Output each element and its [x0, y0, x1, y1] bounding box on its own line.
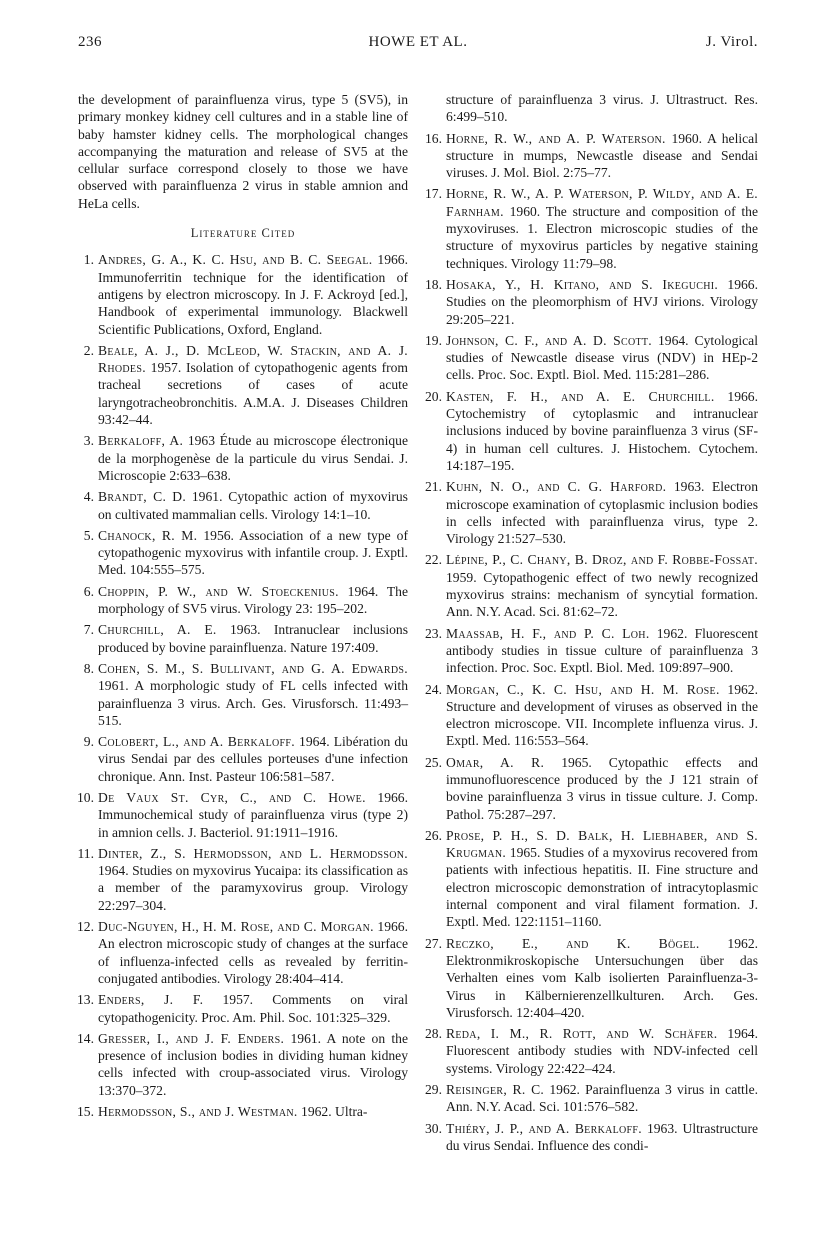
reference-item — [78, 583, 408, 618]
reference-text: 1960. The structure and composition of the myxoviruses. 1. Electron microscopic studies of the structure of myxovirus particles by negative staining techniques. Virology 11:79–98. — [446, 203, 758, 271]
reference-authors: Churchill, A. E. — [98, 622, 217, 638]
reference-number: 18 . — [424, 276, 442, 293]
reference-text: 1964. The morphology of SV5 virus. Virology 23: 195–202. — [98, 583, 408, 617]
reference-item — [426, 130, 758, 182]
reference-text: 1963 Étude au microscope électronique de la morphogenèse de la particule du virus Sendai. J. Microscopie 2:633–638. — [98, 433, 408, 483]
reference-authors: Lépine, P., C. Chany, B. Droz, and F. Robbe-Fossat. — [446, 552, 758, 568]
reference-item — [426, 935, 758, 1021]
reference-authors: Prose, P. H., S. D. Balk, H. Liebhaber, and S. Krugman. — [446, 827, 758, 861]
reference-item — [426, 332, 758, 384]
reference-authors: Beale, A. J., D. McLeod, W. Stackin, and A. J. Rhodes. — [98, 342, 408, 376]
reference-text: 1963. Intranuclear inclusions produced by bovine parainfluenza. Nature 197:409. — [98, 622, 408, 655]
reference-number: 29 . — [424, 1081, 442, 1098]
reference-authors: Hermodsson, S., and J. Westman. — [98, 1104, 298, 1120]
reference-authors: Horne, R. W., and A. P. Waterson. — [446, 130, 666, 146]
reference-number: 27 . — [424, 935, 442, 952]
reference-number: 24 . — [424, 681, 442, 698]
reference-text: 1962. Parainfluenza 3 virus in cattle. Ann. N.Y. Acad. Sci. 101:576–582. — [446, 1082, 758, 1115]
reference-number: 5 . — [76, 527, 94, 544]
reference-item — [426, 625, 758, 677]
reference-authors: Reisinger, R. C. — [446, 1082, 545, 1098]
reference-number: 15 . — [76, 1103, 94, 1120]
reference-authors: Morgan, C., K. C. Hsu, and H. M. Rose. — [446, 681, 720, 697]
reference-item — [426, 551, 758, 620]
reference-item — [426, 827, 758, 931]
reference-authors: Andres, G. A., K. C. Hsu, and B. C. Seegal. — [98, 252, 373, 268]
reference-authors: Maassab, H. F., and P. C. Loh. — [446, 625, 650, 641]
reference-authors: Brandt, C. D. — [98, 489, 187, 505]
reference-authors: Johnson, C. F., and A. D. Scott. — [446, 332, 652, 348]
page-header — [78, 34, 758, 58]
reference-item — [78, 789, 408, 841]
journal-name: J. Virol. — [705, 34, 758, 50]
reference-text: 1966. Studies on the pleomorphism of HVJ virions. Virology 29:205–221. — [446, 276, 758, 327]
reference-item — [426, 1025, 758, 1077]
reference-text: 1966. Immunoferritin technique for the identification of antigens by electron microscopy. In J. F. Ackroyd [ed.], Handbook of experimental immunology. Blackwell Scientific Publications, Oxford, England. — [98, 252, 408, 337]
reference-number: 1 . — [76, 251, 94, 268]
reference-text: 1962. Fluorescent antibody studies in tissue culture of parainfluenza 3 infection. Proc. Soc. Exptl. Biol. Med. 109:897–900. — [446, 625, 758, 676]
reference-number: 26 . — [424, 827, 442, 844]
reference-item — [78, 432, 408, 484]
reference-number: 7 . — [76, 621, 94, 638]
reference-continuation: structure of parainfluenza 3 virus. J. Ultrastruct. Res. 6:499–510. — [446, 92, 758, 125]
reference-number: 30 . — [424, 1120, 442, 1137]
reference-text: 1965. Cytopathic effects and immunofluorescence produced by the J 121 strain of bovine parainfluenza 3 virus in tissue culture. J. Comp. Pathol. 75:287–297. — [446, 754, 758, 822]
intro-paragraph: the development of parainfluenza virus, type 5 (SV5), in primary monkey kidney cell cultures and in a stable line of baby hamster kidney cells. The morphological changes accompanying the maturation and release of SV5 at the cellular surface correspond closely to those we have observed with parainfluenza 2 virus in stable amnion and HeLa cells. — [78, 92, 408, 211]
reference-list-left — [78, 251, 408, 1120]
reference-authors: Duc-Nguyen, H., H. M. Rose, and C. Morgan. — [98, 919, 374, 935]
reference-item — [78, 733, 408, 785]
reference-number: 25 . — [424, 754, 442, 771]
running-authors: HOWE ET AL. — [368, 34, 468, 50]
reference-number: 10 . — [76, 789, 94, 806]
reference-text: 1964. Fluorescent antibody studies with NDV-infected cell systems. Virology 22:422–424. — [446, 1026, 758, 1076]
reference-text: 1963. Electron microscope examination of cytoplasmic inclusion bodies in cells infected with parainfluenza virus, type 2. Virology 21:527–530. — [446, 479, 759, 547]
reference-number: 3 . — [76, 432, 94, 449]
reference-authors: Thiéry, J. P., and A. Berkaloff. — [446, 1120, 642, 1136]
reference-authors: Enders, J. F. — [98, 992, 204, 1008]
reference-item — [78, 342, 408, 428]
reference-number: 16 . — [424, 130, 442, 147]
reference-number: 23 . — [424, 625, 442, 642]
reference-text: 1956. Association of a new type of cytopathogenic myxovirus with infantile croup. J. Exptl. Med. 104:555–575. — [98, 527, 408, 578]
reference-text: 1966. Cytochemistry of cytoplasmic and intranuclear inclusions induced by bovine parainfluenza 3 virus (SF-4) in human cell cultures. J. Histochem. Cytochem. 14:187–195. — [446, 388, 758, 473]
reference-text: 1962. Structure and development of viruses as observed in the electron microscope. VII. Incomplete influenza virus. J. Exptl. Med. 116:553–564. — [446, 681, 758, 749]
reference-number: 11 . — [76, 845, 94, 862]
reference-number: 22 . — [424, 551, 442, 568]
reference-text: 1964. Cytological studies of Newcastle disease virus (NDV) in HEp-2 cells. Proc. Soc. Exptl. Biol. Med. 115:281–286. — [446, 332, 758, 383]
page-number: 236 — [78, 34, 102, 50]
reference-item — [78, 621, 408, 656]
left-column — [78, 91, 408, 1124]
reference-text: 1961. A morphologic study of FL cells infected with parainfluenza 3 virus. Arch. Ges. Virusforsch. 11:493–515. — [98, 678, 408, 728]
reference-text: 1959. Cytopathogenic effect of two newly recognized myxovirus strains: mechanism of syncytial formation. Ann. N.Y. Acad. Sci. 81:62–72. — [446, 569, 758, 620]
reference-number: 28 . — [424, 1025, 442, 1042]
reference-item — [78, 527, 408, 579]
reference-authors: Berkaloff, A. — [98, 433, 184, 449]
reference-item — [78, 488, 408, 523]
reference-item — [78, 1103, 408, 1120]
reference-text: 1966. Immunochemical study of parainfluenza virus (type 2) in amnion cells. J. Bacteriol. 91:1911–1916. — [98, 789, 408, 840]
reference-authors: Gresser, I., and J. F. Enders. — [98, 1030, 285, 1046]
reference-text: 1964. Studies on myxovirus Yucaipa: its classification as a member of the paramyxovirus group. Virology 22:297–304. — [98, 863, 408, 913]
reference-authors: Dinter, Z., S. Hermodsson, and L. Hermodsson. — [98, 845, 408, 861]
literature-cited-heading: Literature Cited — [190, 226, 296, 241]
reference-text: 1965. Studies of a myxovirus recovered from patients with infectious hepatitis. II. Fine structure and electron microscopic demonstration of intracytoplasmic internal component and viral filament formation. J. Exptl. Med. 122:1151–1160. — [446, 845, 758, 930]
reference-text: 1957. Comments on viral cytopathogenicity. Proc. Am. Phil. Soc. 101:325–329. — [98, 992, 408, 1025]
reference-text: 1961. Cytopathic action of myxovirus on cultivated mammalian cells. Virology 14:1–10. — [98, 489, 408, 522]
reference-item — [426, 1081, 758, 1116]
reference-number: 14 . — [76, 1030, 94, 1047]
reference-item — [426, 478, 758, 547]
reference-item — [78, 918, 408, 987]
reference-text: 1957. Isolation of cytopathogenic agents from tracheal secretions of cases of acute laryngotracheobronchitis. A.M.A. J. Diseases Children 93:42–44. — [98, 360, 408, 428]
reference-item — [426, 388, 758, 474]
reference-number: 9 . — [76, 733, 94, 750]
reference-number: 21 . — [424, 478, 442, 495]
right-column — [426, 91, 758, 1158]
reference-authors: Kasten, F. H., and A. E. Churchill. — [446, 388, 715, 404]
reference-number: 6 . — [76, 583, 94, 600]
reference-text: 1963. Ultrastructure du virus Sendai. Influence des condi- — [446, 1120, 758, 1153]
reference-item — [426, 276, 758, 328]
reference-number: 13 . — [76, 991, 94, 1008]
reference-text: 1960. A helical structure in mumps, Newcastle disease and Sendai viruses. J. Mol. Biol. 2:75–77. — [446, 130, 758, 181]
reference-text: 1962. Ultra- — [301, 1104, 368, 1120]
reference-authors: Choppin, P. W., and W. Stoeckenius. — [98, 583, 339, 599]
reference-authors: Colobert, L., and A. Berkaloff. — [98, 734, 295, 750]
reference-authors: Hosaka, Y., H. Kitano, and S. Ikeguchi. — [446, 276, 719, 292]
reference-item — [426, 1120, 758, 1155]
reference-item — [426, 681, 758, 750]
reference-text: 1962. Elektronmikroskopische Untersuchungen über das Verhalten eines vom Kalb isolierten Parainfluenza-3-Virus in Kälbernierenzellkulturen. Arch. Ges. Virusforsch. 12:404–420. — [446, 935, 759, 1020]
reference-item — [78, 845, 408, 914]
reference-number: 8 . — [76, 660, 94, 677]
reference-number: 4 . — [76, 488, 94, 505]
reference-number: 12 . — [76, 918, 94, 935]
reference-list-right — [426, 130, 758, 1155]
reference-number: 19 . — [424, 332, 442, 349]
reference-authors: Chanock, R. M. — [98, 527, 198, 543]
reference-number: 17 . — [424, 185, 442, 202]
reference-authors: Reczko, E., and K. Bögel. — [446, 935, 700, 951]
reference-item — [78, 1030, 408, 1099]
reference-item — [426, 754, 758, 823]
reference-authors: Cohen, S. M., S. Bullivant, and G. A. Edwards. — [98, 660, 408, 676]
reference-authors: Reda, I. M., R. Rott, and W. Schäfer. — [446, 1026, 718, 1042]
reference-authors: Kuhn, N. O., and C. G. Harford. — [446, 479, 667, 495]
reference-item — [78, 991, 408, 1026]
reference-number: 20 . — [424, 388, 442, 405]
reference-text: 1961. A note on the presence of inclusion bodies in dividing human kidney cells infected with croup-associated virus. Virology 13:370–372. — [98, 1030, 408, 1098]
reference-item — [78, 660, 408, 729]
reference-text: 1964. Libération du virus Sendai par des cellules porteuses d'une infection chronique. Ann. Inst. Pasteur 106:581–587. — [98, 734, 408, 784]
reference-authors: Omar, A. R. — [446, 754, 545, 770]
reference-number: 2 . — [76, 342, 94, 359]
reference-text: 1966. An electron microscopic study of changes at the surface of influenza-infected cells as revealed by ferritin-conjugated antibodies. Virology 28:404–414. — [98, 919, 408, 986]
reference-item — [426, 185, 758, 271]
reference-authors: De Vaux St. Cyr, C., and C. Howe. — [98, 789, 366, 805]
reference-item — [78, 251, 408, 337]
reference-authors: Horne, R. W., A. P. Waterson, P. Wildy, and A. E. Farnham. — [446, 186, 758, 219]
